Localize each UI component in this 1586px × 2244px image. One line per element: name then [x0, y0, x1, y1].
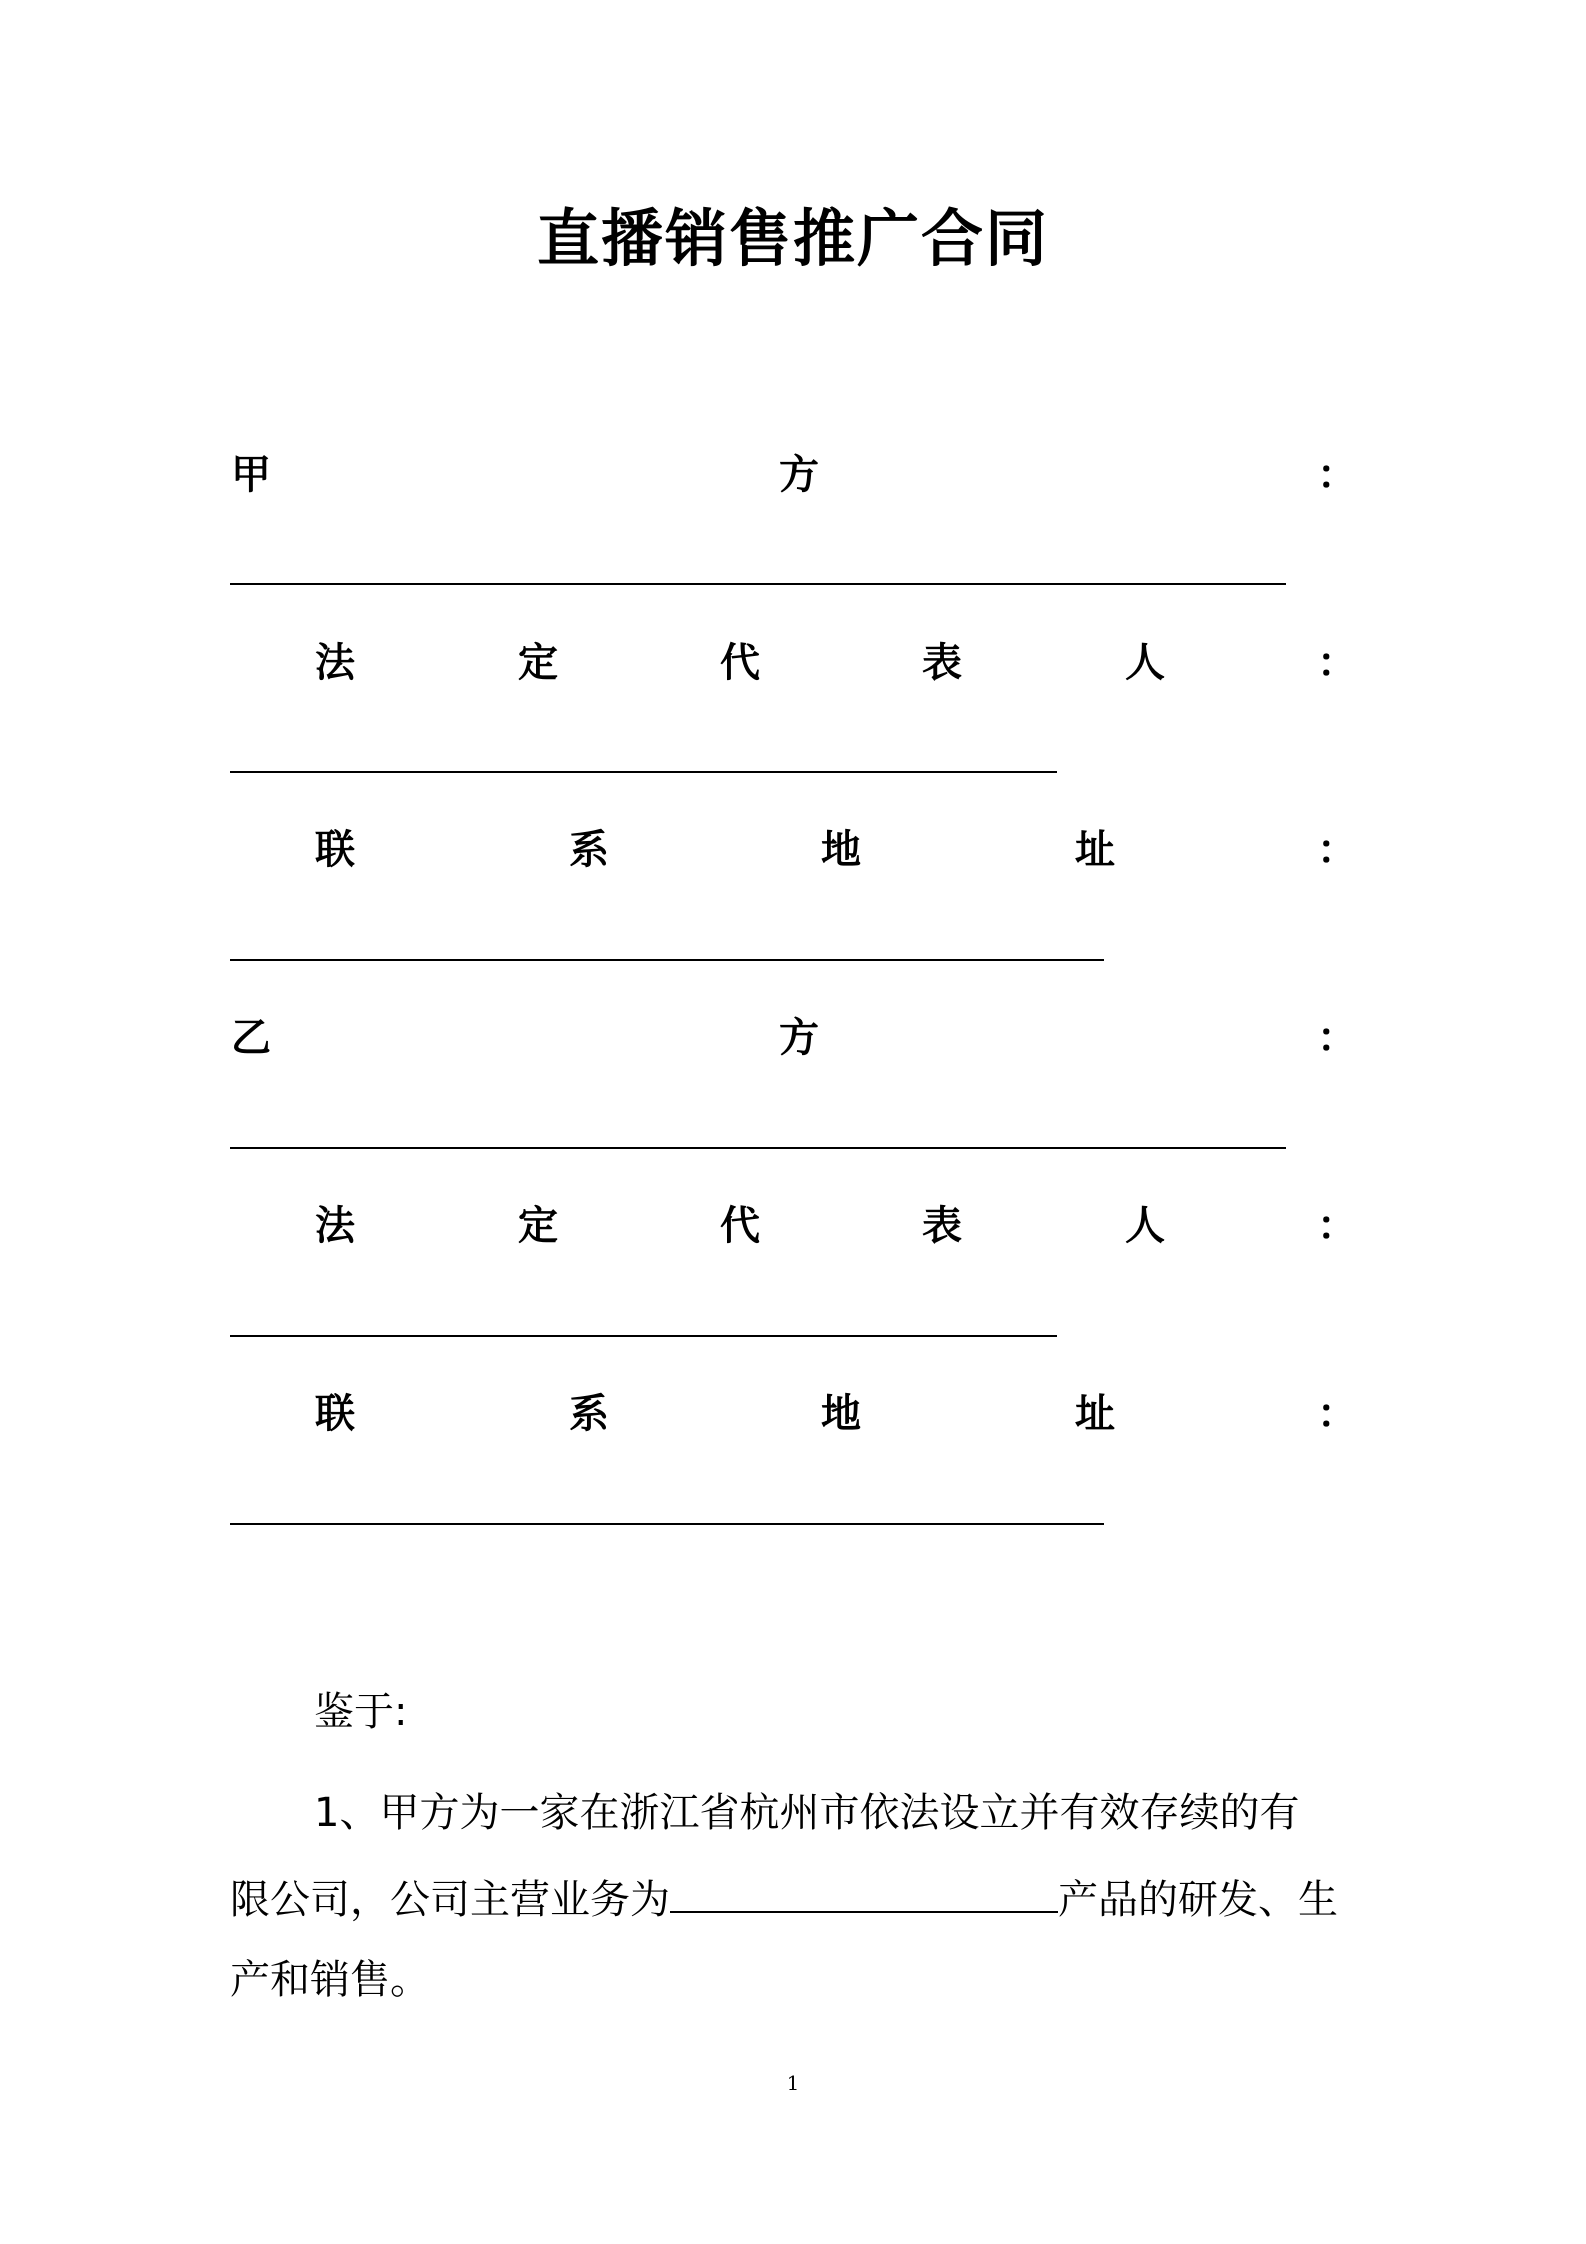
party-a-legal-rep-field — [0, 633, 1586, 693]
party-a-field — [0, 445, 1586, 505]
address-colon: ： — [1317, 827, 1357, 873]
address-label-char: 联 — [315, 1391, 355, 1437]
address-label-char: 地 — [821, 1391, 861, 1437]
legal-rep-label-char: 法 — [315, 640, 355, 686]
party-b-address-field — [0, 1384, 1586, 1444]
clause-1-line-3: 产和销售。 — [230, 1957, 430, 2003]
legal-rep-label-char: 定 — [518, 640, 558, 686]
legal-rep-label-char: 代 — [720, 1203, 760, 1249]
address-label-char: 地 — [821, 827, 861, 873]
party-b-legal-rep-fill-line — [230, 1335, 1057, 1337]
party-b-label-char: 乙 — [231, 1015, 271, 1061]
legal-rep-label-char: 代 — [720, 640, 760, 686]
address-label-char: 系 — [569, 1391, 609, 1437]
party-a-colon: ： — [1317, 452, 1357, 498]
clause-1-text: 产品的研发、生 — [1058, 1877, 1338, 1923]
legal-rep-label-char: 表 — [922, 640, 962, 686]
legal-rep-label-char: 定 — [518, 1203, 558, 1249]
address-label-char: 址 — [1075, 827, 1115, 873]
legal-rep-label-char: 法 — [315, 1203, 355, 1249]
party-b-fill-line — [230, 1147, 1286, 1149]
address-colon: ： — [1317, 1391, 1357, 1437]
address-label-char: 系 — [569, 827, 609, 873]
party-b-address-fill-line — [230, 1523, 1104, 1525]
legal-rep-label-char: 表 — [922, 1203, 962, 1249]
product-blank — [670, 1867, 1058, 1913]
party-a-address-field — [0, 820, 1586, 880]
party-a-label-char: 方 — [779, 452, 819, 498]
whereas-heading: 鉴于: — [314, 1689, 408, 1735]
legal-rep-label-char: 人 — [1125, 1203, 1165, 1249]
party-a-legal-rep-fill-line — [230, 771, 1057, 773]
clause-1-line-1: 1、甲方为一家在浙江省杭州市依法设立并有效存续的有 — [314, 1790, 1300, 1836]
address-label-char: 联 — [315, 827, 355, 873]
legal-rep-label-char: 人 — [1125, 640, 1165, 686]
party-b-legal-rep-field — [0, 1196, 1586, 1256]
party-b-field — [0, 1008, 1586, 1068]
party-b-label-char: 方 — [779, 1015, 819, 1061]
page-number: 1 — [786, 2071, 800, 2095]
party-b-colon: ： — [1317, 1015, 1357, 1061]
clause-1-line-2 — [230, 1867, 1338, 1930]
clause-1-text: 限公司，公司主营业务为 — [230, 1877, 670, 1923]
party-a-fill-line — [230, 583, 1286, 585]
address-label-char: 址 — [1075, 1391, 1115, 1437]
legal-rep-colon: ： — [1317, 1203, 1357, 1249]
document-title: 直播销售推广合同 — [536, 202, 1049, 275]
party-a-address-fill-line — [230, 959, 1104, 961]
party-a-label-char: 甲 — [231, 452, 271, 498]
legal-rep-colon: ： — [1317, 640, 1357, 686]
